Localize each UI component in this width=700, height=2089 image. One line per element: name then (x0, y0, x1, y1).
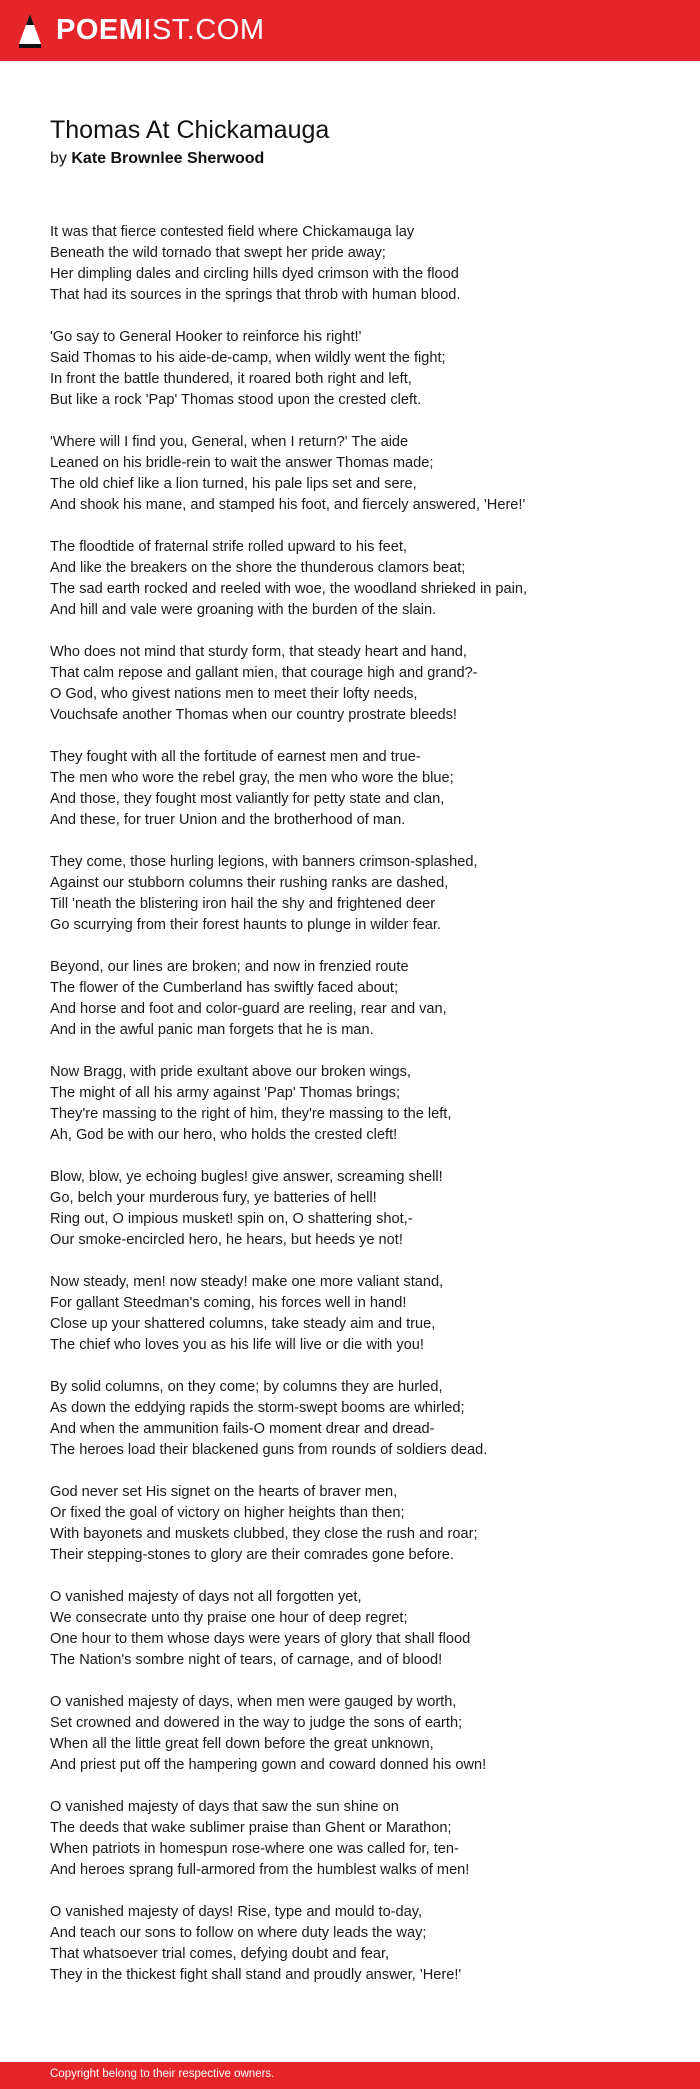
poem-line: Said Thomas to his aide-de-camp, when wildly went the fight; (50, 350, 446, 366)
site-header (0, 0, 700, 61)
poem-line: Close up your shattered columns, take steady aim and true, (50, 1316, 436, 1332)
poem-line: God never set His signet on the hearts of braver men, (50, 1484, 398, 1500)
poem-stanza (50, 1692, 650, 1776)
poem-line: And in the awful panic man forgets that he is man. (50, 1022, 374, 1038)
poem-stanza (50, 957, 650, 1041)
poem-line: They come, those hurling legions, with banners crimson-splashed, (50, 854, 478, 870)
poem-line: That calm repose and gallant mien, that courage high and grand?- (50, 665, 478, 681)
poem-line: And like the breakers on the shore the thunderous clamors beat; (50, 560, 466, 576)
pencil-icon[interactable] (16, 12, 44, 50)
poem-line: The men who wore the rebel gray, the men who wore the blue; (50, 770, 454, 786)
poem-line: We consecrate unto thy praise one hour of deep regret; (50, 1610, 408, 1626)
copyright-text: Copyright belong to their respective owners. (50, 2068, 275, 2080)
poem-stanza (50, 1167, 650, 1251)
poem-line: The old chief like a lion turned, his pale lips set and sere, (50, 476, 417, 492)
poem-line: They in the thickest fight shall stand and proudly answer, 'Here!' (50, 1967, 462, 1983)
poem-line: And these, for truer Union and the brotherhood of man. (50, 812, 406, 828)
poem-line: O vanished majesty of days not all forgotten yet, (50, 1589, 362, 1605)
poem-line: They're massing to the right of him, they're massing to the left, (50, 1106, 452, 1122)
poem-stanza (50, 327, 650, 411)
poem-line: And hill and vale were groaning with the burden of the slain. (50, 602, 437, 618)
poem-line: Go scurrying from their forest haunts to plunge in wilder fear. (50, 917, 441, 933)
site-footer (0, 2062, 700, 2089)
poem-line: And those, they fought most valiantly for petty state and clan, (50, 791, 445, 807)
poem-line: 'Go say to General Hooker to reinforce his right!' (50, 329, 362, 345)
poem-stanza (50, 1482, 650, 1566)
poem-line: And when the ammunition fails-O moment drear and dread- (50, 1421, 435, 1437)
poem-line: Our smoke-encircled hero, he hears, but heeds ye not! (50, 1232, 403, 1248)
poem-stanza (50, 1272, 650, 1356)
poem-body (50, 222, 650, 1986)
poem-line: Her dimpling dales and circling hills dyed crimson with the flood (50, 266, 459, 282)
poem-stanza (50, 642, 650, 726)
author-name[interactable]: Kate Brownlee Sherwood (71, 150, 265, 167)
poem-line: The flower of the Cumberland has swiftly faced about; (50, 980, 398, 996)
poem-stanza (50, 747, 650, 831)
by-label: by (50, 150, 67, 167)
poem-line: And teach our sons to follow on where duty leads the way; (50, 1925, 427, 1941)
poem-line: O vanished majesty of days, when men were gauged by worth, (50, 1694, 457, 1710)
poem-stanza (50, 1797, 650, 1881)
poem-line: They fought with all the fortitude of earnest men and true- (50, 749, 421, 765)
poem-line: The might of all his army against 'Pap' Thomas brings; (50, 1085, 401, 1101)
poem-line: 'Where will I find you, General, when I return?' The aide (50, 434, 409, 450)
poem-stanza (50, 222, 650, 306)
poem-content (50, 112, 650, 2007)
logo-light-text: IST.COM (143, 14, 265, 46)
poem-line: The Nation's sombre night of tears, of carnage, and of blood! (50, 1652, 443, 1668)
poem-line: The heroes load their blackened guns from rounds of soldiers dead. (50, 1442, 488, 1458)
poem-line: As down the eddying rapids the storm-swept booms are whirled; (50, 1400, 465, 1416)
poem-stanza (50, 1902, 650, 1986)
poem-line: That whatsoever trial comes, defying doubt and fear, (50, 1946, 390, 1962)
poem-line: The deeds that wake sublimer praise than Ghent or Marathon; (50, 1820, 452, 1836)
byline (50, 148, 650, 170)
poem-stanza (50, 1377, 650, 1461)
site-logo[interactable] (56, 16, 265, 45)
poem-line: For gallant Steedman's coming, his forces well in hand! (50, 1295, 407, 1311)
poem-stanza (50, 537, 650, 621)
poem-line: Beyond, our lines are broken; and now in frenzied route (50, 959, 409, 975)
poem-line: Vouchsafe another Thomas when our country prostrate bleeds! (50, 707, 457, 723)
poem-line: And priest put off the hampering gown and coward donned his own! (50, 1757, 487, 1773)
poem-line: But like a rock 'Pap' Thomas stood upon the crested cleft. (50, 392, 422, 408)
poem-line: When all the little great fell down before the great unknown, (50, 1736, 434, 1752)
poem-line: The sad earth rocked and reeled with woe, the woodland shrieked in pain, (50, 581, 528, 597)
poem-line: Against our stubborn columns their rushing ranks are dashed, (50, 875, 449, 891)
poem-title: Thomas At Chickamauga (50, 116, 330, 144)
poem-line: Who does not mind that sturdy form, that steady heart and hand, (50, 644, 467, 660)
poem-line: Their stepping-stones to glory are their comrades gone before. (50, 1547, 454, 1563)
logo-bold-text: POEM (56, 14, 144, 46)
poem-line: Leaned on his bridle-rein to wait the answer Thomas made; (50, 455, 434, 471)
poem-stanza (50, 1062, 650, 1146)
poem-line: Ah, God be with our hero, who holds the crested cleft! (50, 1127, 398, 1143)
poem-line: The chief who loves you as his life will live or die with you! (50, 1337, 424, 1353)
poem-line: That had its sources in the springs that throb with human blood. (50, 287, 461, 303)
poem-line: And heroes sprang full-armored from the humblest walks of men! (50, 1862, 470, 1878)
poem-line: And horse and foot and color-guard are reeling, rear and van, (50, 1001, 447, 1017)
poem-line: It was that fierce contested field where Chickamauga lay (50, 224, 415, 240)
poem-line: When patriots in homespun rose-where one was called for, ten- (50, 1841, 459, 1857)
poem-line: Blow, blow, ye echoing bugles! give answer, screaming shell! (50, 1169, 443, 1185)
poem-line: Or fixed the goal of victory on higher heights than then; (50, 1505, 405, 1521)
poem-line: O vanished majesty of days that saw the sun shine on (50, 1799, 399, 1815)
poem-line: Set crowned and dowered in the way to judge the sons of earth; (50, 1715, 463, 1731)
poem-line: One hour to them whose days were years of glory that shall flood (50, 1631, 471, 1647)
poem-line: O God, who givest nations men to meet their lofty needs, (50, 686, 418, 702)
poem-line: And shook his mane, and stamped his foot, and fiercely answered, 'Here!' (50, 497, 526, 513)
poem-line: Now steady, men! now steady! make one more valiant stand, (50, 1274, 444, 1290)
poem-line: With bayonets and muskets clubbed, they close the rush and roar; (50, 1526, 478, 1542)
poem-line: The floodtide of fraternal strife rolled upward to his feet, (50, 539, 407, 555)
poem-line: Now Bragg, with pride exultant above our broken wings, (50, 1064, 411, 1080)
poem-line: By solid columns, on they come; by columns they are hurled, (50, 1379, 443, 1395)
poem-line: Go, belch your murderous fury, ye batteries of hell! (50, 1190, 377, 1206)
poem-line: Till 'neath the blistering iron hail the shy and frightened deer (50, 896, 436, 912)
poem-line: O vanished majesty of days! Rise, type and mould to-day, (50, 1904, 423, 1920)
poem-stanza (50, 1587, 650, 1671)
poem-line: Ring out, O impious musket! spin on, O shattering shot,- (50, 1211, 413, 1227)
poem-stanza (50, 432, 650, 516)
poem-stanza (50, 852, 650, 936)
poem-line: In front the battle thundered, it roared both right and left, (50, 371, 412, 387)
poem-line: Beneath the wild tornado that swept her pride away; (50, 245, 386, 261)
